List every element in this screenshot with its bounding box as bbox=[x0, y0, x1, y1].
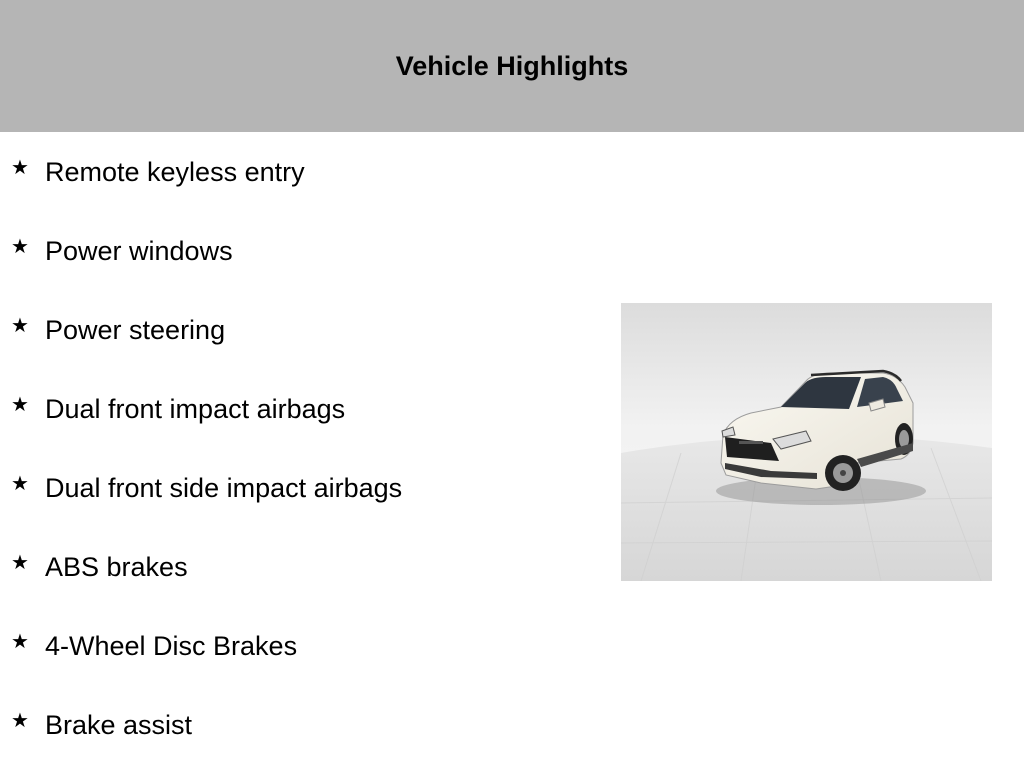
page-title: Vehicle Highlights bbox=[395, 50, 629, 81]
vehicle-photo bbox=[621, 303, 992, 581]
feature-item bbox=[0, 547, 600, 587]
feature-item bbox=[0, 705, 600, 745]
feature-item bbox=[0, 468, 600, 508]
star-icon: ★ bbox=[11, 629, 29, 653]
star-icon: ★ bbox=[11, 550, 29, 574]
feature-item bbox=[0, 152, 600, 192]
feature-item bbox=[0, 389, 600, 429]
star-icon: ★ bbox=[11, 471, 29, 495]
star-icon: ★ bbox=[11, 155, 29, 179]
feature-label: Remote keyless entry bbox=[45, 157, 305, 187]
feature-label: Power windows bbox=[45, 236, 233, 266]
star-icon: ★ bbox=[11, 708, 29, 732]
feature-item bbox=[0, 231, 600, 271]
star-icon: ★ bbox=[11, 234, 29, 258]
feature-label: 4-Wheel Disc Brakes bbox=[45, 631, 298, 661]
star-icon: ★ bbox=[11, 313, 29, 337]
feature-label: Dual front impact airbags bbox=[45, 394, 346, 424]
feature-label: Power steering bbox=[45, 315, 226, 345]
feature-item bbox=[0, 310, 600, 350]
feature-item bbox=[0, 626, 600, 666]
feature-label: ABS brakes bbox=[45, 552, 188, 582]
feature-label: Brake assist bbox=[45, 710, 193, 740]
header-bar bbox=[0, 0, 1024, 132]
feature-label: Dual front side impact airbags bbox=[45, 473, 403, 503]
star-icon: ★ bbox=[11, 392, 29, 416]
